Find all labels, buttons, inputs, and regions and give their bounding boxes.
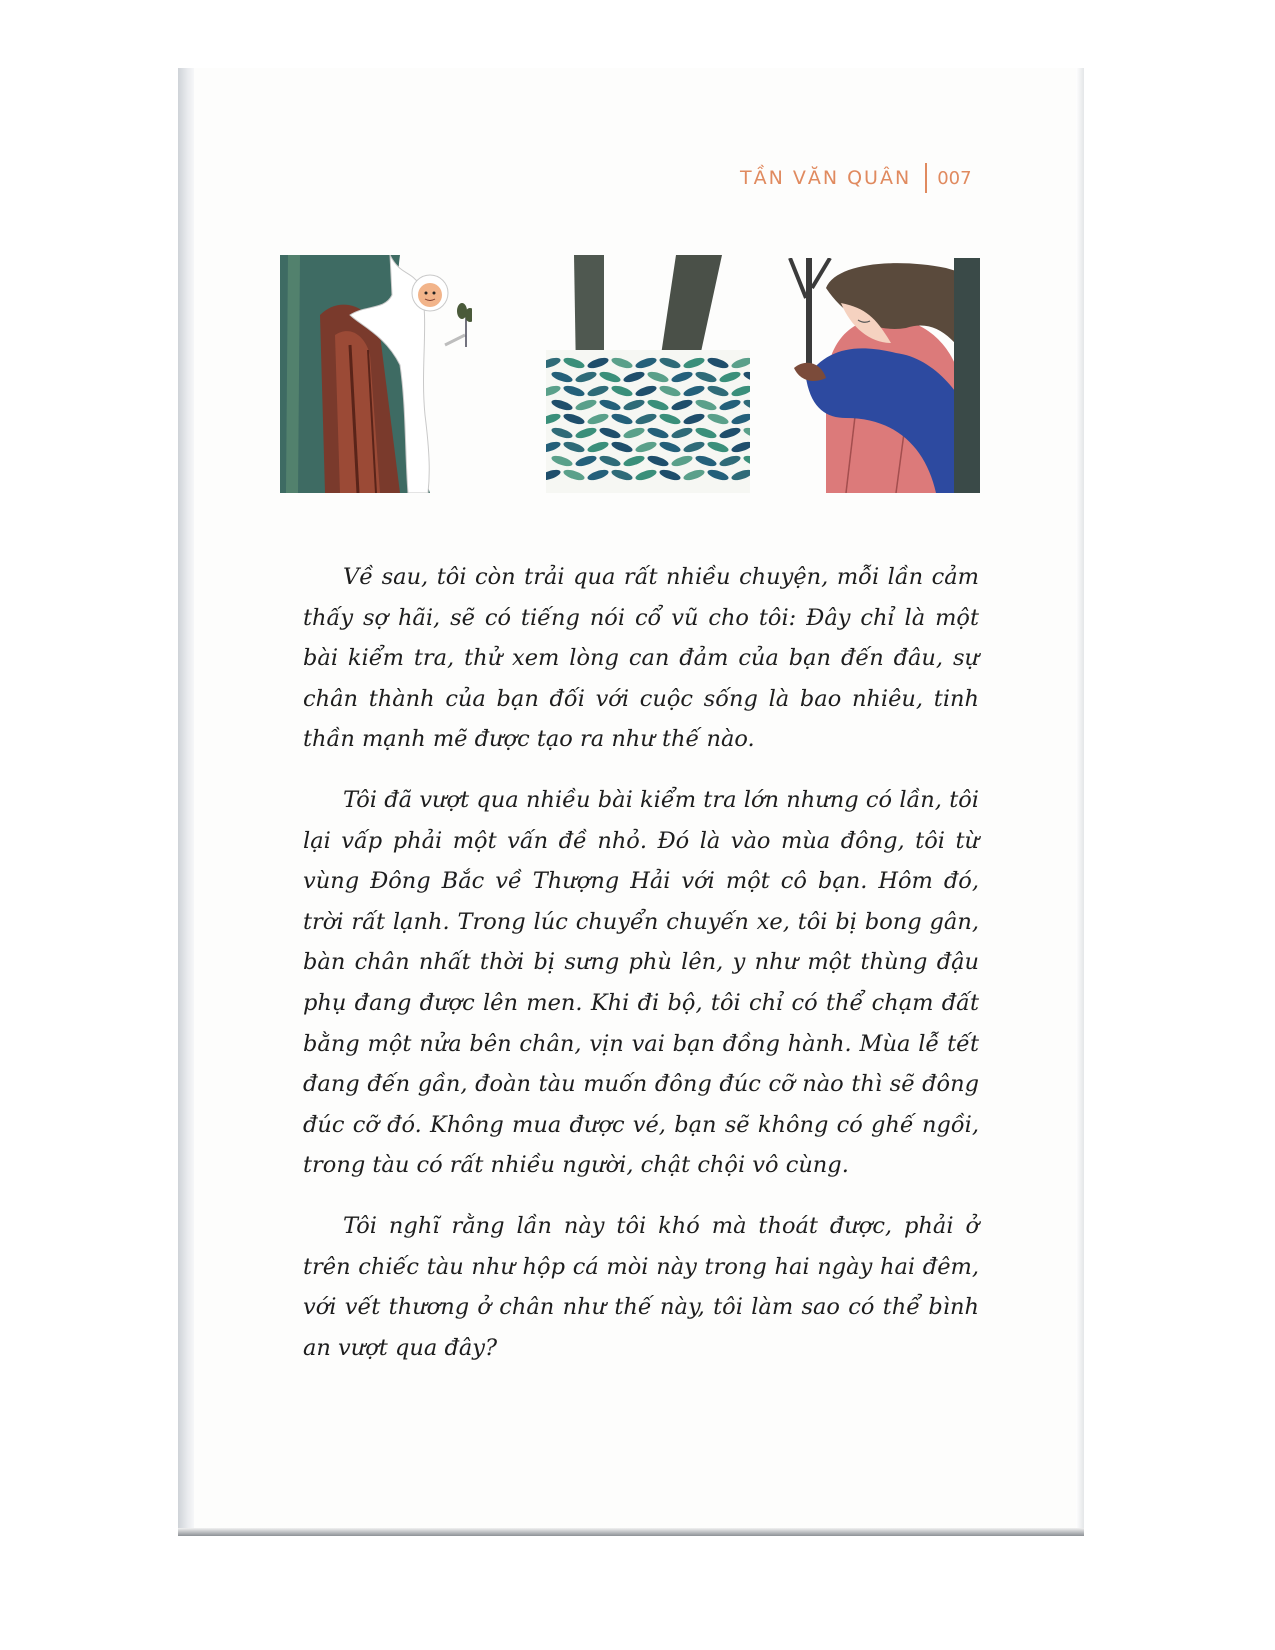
scan-right-edge xyxy=(1076,68,1084,1536)
scan-bottom-edge xyxy=(178,1528,1084,1536)
paragraph-3: Tôi nghĩ rằng lần này tôi khó mà thoát được, phải ở trên chiếc tàu như hộp cá mòi này trong hai ngày hai đêm, với vết thương ở chân như thế này, tôi làm sao có thể bình an vượt qua đây? xyxy=(303,1212,979,1361)
page-number: 007 xyxy=(937,167,972,189)
paragraph-1: Về sau, tôi còn trải qua rất nhiều chuyện, mỗi lần cảm thấy sợ hãi, sẽ có tiếng nói cổ vũ cho tôi: Đây chỉ là một bài kiểm tra, thử xem lòng can đảm của bạn đến đâu, sự chân thành của bạn đối với cuộc sống là bao nhiêu, tinh thần mạnh mẽ được tạo ra như thế nào. xyxy=(303,564,979,753)
paragraph-2: Tôi đã vượt qua nhiều bài kiểm tra lớn nhưng có lần, tôi lại vấp phải một vấn đề nhỏ. Đó là vào mùa đông, tôi từ vùng Đông Bắc về Thượng Hải với một cô bạn. Hôm đó, trời rất lạnh. Trong lúc chuyển chuyến xe, tôi bị bong gân, bàn chân nhất thời bị sưng phù lên, y như một thùng đậu phụ đang được lên men. Khi đi bộ, tôi chỉ có thể chạm đất bằng một nửa bên chân, vịn vai bạn đồng hành. Mùa lễ tết đang đến gần, đoàn tàu muốn đông đúc cỡ nào thì sẽ đông đúc cỡ đó. Không mua được vé, bạn sẽ không có ghế ngồi, trong tàu có rất nhiều người, chật chội vô cùng. xyxy=(303,786,979,1179)
tree-trunks-over-green-leaves-illustration xyxy=(546,255,750,493)
running-header xyxy=(740,160,972,196)
white-bunny-with-sprout-by-tree-illustration xyxy=(280,255,472,493)
body-text xyxy=(303,557,979,1388)
girl-in-blue-hugging-tree-illustration xyxy=(786,258,980,493)
scan-left-edge xyxy=(178,68,194,1536)
author-name: TẦN VĂN QUÂN xyxy=(740,167,912,189)
header-divider xyxy=(925,163,927,193)
